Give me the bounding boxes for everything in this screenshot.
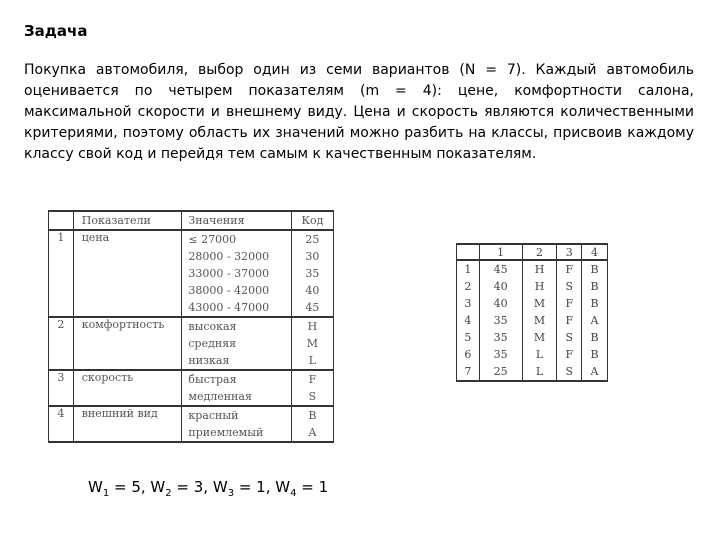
matrix-row bbox=[457, 312, 608, 329]
criteria-header-values: Значения bbox=[182, 211, 291, 230]
matrix-cell: L bbox=[522, 346, 557, 363]
matrix-cell: 45 bbox=[479, 260, 522, 278]
criteria-header-name: Показатели bbox=[73, 211, 182, 230]
criteria-value: приемлемый bbox=[188, 426, 264, 439]
matrix-cell: B bbox=[582, 278, 608, 295]
criteria-header-code: Код bbox=[291, 211, 333, 230]
weight-value: 5 bbox=[131, 478, 141, 496]
matrix-cell: 6 bbox=[457, 346, 480, 363]
criteria-value: низкая bbox=[188, 354, 230, 367]
criteria-code: S bbox=[308, 390, 317, 403]
criteria-codes bbox=[291, 406, 333, 442]
criteria-values bbox=[182, 370, 291, 406]
criteria-value: быстрая bbox=[188, 373, 237, 386]
matrix-cell: F bbox=[557, 295, 582, 312]
criteria-num: 4 bbox=[49, 406, 74, 442]
criteria-value: 43000 - 47000 bbox=[188, 301, 270, 314]
matrix-cell: 35 bbox=[479, 329, 522, 346]
alternatives-matrix bbox=[456, 243, 608, 382]
criteria-code: 25 bbox=[305, 233, 320, 246]
criteria-header-row bbox=[49, 211, 334, 230]
matrix-row bbox=[457, 260, 608, 278]
matrix-cell: S bbox=[557, 278, 582, 295]
criteria-codes bbox=[291, 370, 333, 406]
criteria-code: A bbox=[308, 426, 317, 439]
criteria-group-row bbox=[49, 317, 334, 370]
criteria-num: 1 bbox=[49, 230, 74, 317]
matrix-row bbox=[457, 346, 608, 363]
criteria-values bbox=[182, 406, 291, 442]
weight-index: 4 bbox=[290, 488, 297, 499]
criteria-code: L bbox=[308, 354, 317, 367]
criteria-num: 2 bbox=[49, 317, 74, 370]
matrix-cell: 2 bbox=[457, 278, 480, 295]
matrix-cell: B bbox=[582, 346, 608, 363]
weights-line: $W_1 = 5$, $W_2 = 3$, $W_3 = 1$, $W_4 = 1$ bbox=[88, 478, 329, 499]
matrix-cell: B bbox=[582, 329, 608, 346]
criteria-group-row bbox=[49, 230, 334, 317]
criteria-value: высокая bbox=[188, 320, 237, 333]
matrix-row bbox=[457, 278, 608, 295]
criteria-name: цена bbox=[73, 230, 182, 317]
criteria-value: красный bbox=[188, 409, 239, 422]
matrix-cell: M bbox=[522, 295, 557, 312]
criteria-codes bbox=[291, 230, 333, 317]
criteria-code: F bbox=[308, 373, 317, 386]
weight-index: 2 bbox=[165, 488, 172, 499]
criteria-header-num bbox=[49, 211, 74, 230]
matrix-row bbox=[457, 295, 608, 312]
criteria-values bbox=[182, 317, 291, 370]
criteria-name: скорость bbox=[73, 370, 182, 406]
criteria-name: внешний вид bbox=[73, 406, 182, 442]
matrix-cell: F bbox=[557, 260, 582, 278]
matrix-header-cell: 3 bbox=[557, 244, 582, 260]
criteria-code: B bbox=[308, 409, 317, 422]
criteria-group-row bbox=[49, 370, 334, 406]
weight-value: 1 bbox=[256, 478, 266, 496]
matrix-cell: A bbox=[582, 312, 608, 329]
weight-item: $W_1 = 5$ bbox=[88, 478, 141, 499]
weight-value: 3 bbox=[193, 478, 204, 496]
weight-value: 1 bbox=[318, 478, 329, 496]
matrix-cell: B bbox=[582, 295, 608, 312]
matrix-cell: 5 bbox=[457, 329, 480, 346]
weight-item: $W_3 = 1$ bbox=[212, 478, 266, 499]
matrix-header-cell: 2 bbox=[522, 244, 557, 260]
matrix-cell: A bbox=[582, 363, 608, 381]
criteria-num: 3 bbox=[49, 370, 74, 406]
matrix-cell: 40 bbox=[479, 295, 522, 312]
matrix-cell: 35 bbox=[479, 346, 522, 363]
criteria-codes bbox=[291, 317, 333, 370]
matrix-cell: M bbox=[522, 312, 557, 329]
criteria-code: 40 bbox=[305, 284, 320, 297]
matrix-header-cell: 4 bbox=[582, 244, 608, 260]
matrix-header-cell bbox=[457, 244, 480, 260]
criteria-value: медленная bbox=[188, 390, 252, 403]
criteria-value: 38000 - 42000 bbox=[188, 284, 270, 297]
criteria-code: 35 bbox=[305, 267, 320, 280]
criteria-code: 30 bbox=[305, 250, 320, 263]
matrix-cell: M bbox=[522, 329, 557, 346]
criteria-value: 28000 - 32000 bbox=[188, 250, 270, 263]
matrix-cell: 35 bbox=[479, 312, 522, 329]
page-title: Задача bbox=[24, 22, 88, 40]
matrix-cell: F bbox=[557, 346, 582, 363]
criteria-body bbox=[49, 230, 334, 442]
criteria-table bbox=[48, 210, 334, 443]
matrix-cell: L bbox=[522, 363, 557, 381]
criteria-value: средняя bbox=[188, 337, 237, 350]
matrix-cell: F bbox=[557, 312, 582, 329]
weight-item: $W_4 = 1$ bbox=[275, 478, 329, 499]
matrix-cell: H bbox=[522, 260, 557, 278]
weight-index: 3 bbox=[227, 488, 235, 499]
criteria-group-row bbox=[49, 406, 334, 442]
matrix-row bbox=[457, 329, 608, 346]
criteria-value: 33000 - 37000 bbox=[188, 267, 270, 280]
criteria-value: ≤ 27000 bbox=[188, 233, 237, 246]
matrix-cell: 40 bbox=[479, 278, 522, 295]
matrix-header-row bbox=[457, 244, 608, 260]
criteria-code: M bbox=[306, 337, 319, 350]
criteria-name: комфортность bbox=[73, 317, 182, 370]
matrix-row bbox=[457, 363, 608, 381]
task-description: Покупка автомобиля, выбор один из семи вариантов (N = 7). Каждый автомобиль оценивается по четырем показателям (m = 4): цене, комфортности салона, максимальной скорости и внешнему виду. Цена и скорость являются количественными критериями, поэтому область их значений можно разбить на классы, присвоив каждому классу свой код и перейдя тем самым к качественным показателям. bbox=[24, 62, 694, 162]
matrix-body bbox=[457, 260, 608, 381]
matrix-cell: 4 bbox=[457, 312, 480, 329]
matrix-cell: B bbox=[582, 260, 608, 278]
matrix-cell: H bbox=[522, 278, 557, 295]
matrix-header-cell: 1 bbox=[479, 244, 522, 260]
criteria-code: H bbox=[307, 320, 318, 333]
matrix-cell: S bbox=[557, 363, 582, 381]
criteria-code: 45 bbox=[305, 301, 320, 314]
matrix-cell: 3 bbox=[457, 295, 480, 312]
matrix-cell: 7 bbox=[457, 363, 480, 381]
matrix-cell: 25 bbox=[479, 363, 522, 381]
matrix-cell: 1 bbox=[457, 260, 480, 278]
criteria-values bbox=[182, 230, 291, 317]
matrix-cell: S bbox=[557, 329, 582, 346]
weight-item: $W_2 = 3$ bbox=[150, 478, 204, 499]
weight-index: 1 bbox=[102, 488, 110, 499]
